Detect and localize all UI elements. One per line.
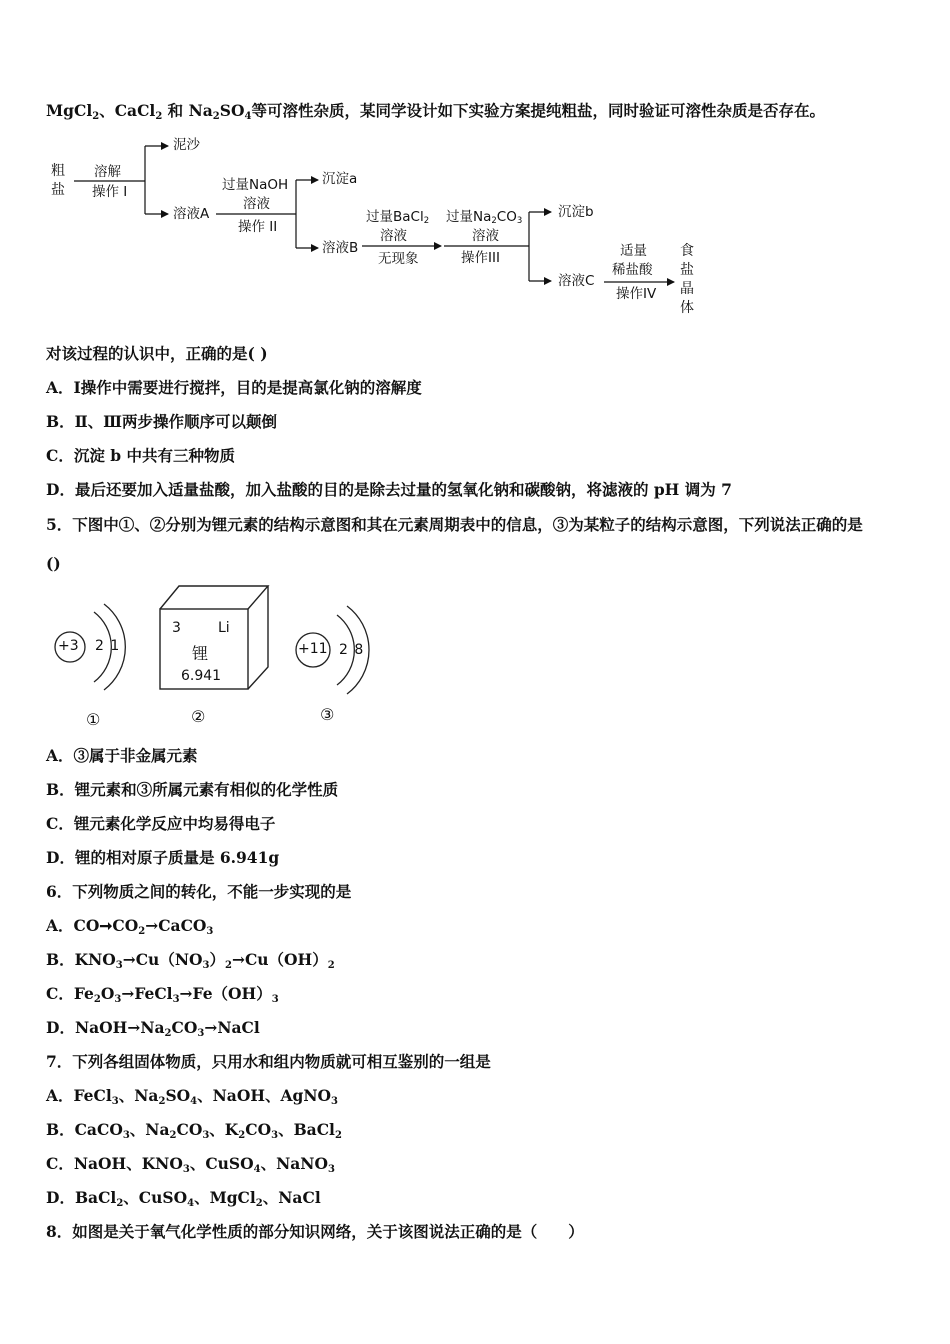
sand-label: 泥沙 [173,137,200,153]
atom1-label: ① [86,710,101,729]
atom3-label: ③ [320,705,335,724]
q5-stem: 5．下图中①、②分别为锂元素的结构示意图和其在元素周期表中的信息，③为某粒子的结构示意图，下列说法正确的是 [46,515,863,534]
q6-stem: 6．下列物质之间的转化，不能一步实现的是 [46,882,352,901]
q7-option-a: A．FeCl$_3$、$Na_2SO_4$、NaOH、AgNO$_3$ [46,1086,338,1107]
intro-text: MgCl$_2$、CaCl$_2$ 和 $Na_2SO_4$等可溶性杂质，某同学设计如下实验方案提纯粗盐，同时验证可溶性杂质是否存在。 [46,101,825,122]
op1-bottom-label: 操作 I [92,184,128,200]
q5-paren: () [46,554,61,573]
q7-option-d: D．BaCl$_2$、CuSO$_4$、MgCl$_2$、NaCl [46,1188,321,1209]
q5-option-b: B．锂元素和③所属元素有相似的化学性质 [46,780,339,799]
q7-option-b: B．CaCO$_3$、$Na_2CO_3$、$K_2CO_3$、BaCl$_2$ [46,1120,342,1141]
salt-crystal-label: 食 盐 晶 体 [680,243,694,316]
q6-option-d: D．$NaOH\to Na_2CO_3\to NaCl$ [46,1018,260,1039]
op2-bottom-label: 操作 II [238,219,278,235]
atom1-shells: 2 1 [95,638,121,654]
solB-label: 溶液B [322,240,359,256]
cell-number: 3 [172,620,181,636]
q4-option-b: B．Ⅱ、Ⅲ两步操作顺序可以颠倒 [46,412,278,431]
atom3-shells: 2 8 [339,642,365,658]
q6-option-b: B．$KNO_3\to Cu(NO_3)_2\to Cu(OH)_2$ [46,950,335,971]
q8-stem: 8．如图是关于氧气化学性质的部分知识网络，关于该图说法正确的是（ ） [46,1222,584,1241]
q6-option-c: C．$Fe_2O_3\to FeCl_3\to Fe(OH)_3$ [46,984,279,1005]
cell-mass: 6.941 [181,668,222,684]
op3-bottom-label: 操作III [461,250,500,266]
cell-name: 锂 [192,644,209,663]
q4-option-a: A．Ⅰ操作中需要进行搅拌，目的是提高氯化钠的溶解度 [46,378,422,397]
op2-solution-label: 溶液 [243,196,270,212]
cell-top [160,586,268,609]
atom1-nucleus: +3 [58,638,79,654]
q7-stem: 7．下列各组固体物质，只用水和组内物质就可相互鉴别的一组是 [46,1052,491,1071]
q7-option-c: C．NaOH、$KNO_3$、CuSO$_4$、NaNO$_3$ [46,1154,335,1175]
bacl2-solution-label: 溶液 [380,228,407,244]
q6-option-a: A．$CO➞CO_2\to CaCO_3$ [46,916,214,937]
q5-option-c: C．锂元素化学反应中均易得电子 [46,814,276,833]
op2-reagent-label: 过量NaOH [222,177,289,193]
cell-label: ② [191,707,206,726]
op3-reagent-label: 过量$Na_2CO_3$ [446,209,523,226]
solC-label: 溶液C [558,273,595,289]
bacl2-reagent-label: 过量BaCl$_2$ [366,209,430,226]
ppta-label: 沉淀a [322,171,358,187]
q4-option-d: D．最后还要加入适量盐酸，加入盐酸的目的是除去过量的氢氧化钠和碳酸钠，将滤液的 pH 调为 7 [46,480,732,499]
op4-reagent1-label: 适量 [620,243,647,259]
q4-option-c: C．沉淀 b 中共有三种物质 [46,446,235,465]
atom3-nucleus: +11 [298,641,328,657]
cell-side [248,586,268,689]
q5-option-a: A．③属于非金属元素 [46,746,198,765]
cell-symbol: Li [218,620,230,636]
op4-bottom-label: 操作IV [616,286,657,302]
op4-reagent2-label: 稀盐酸 [612,262,653,278]
op3-solution-label: 溶液 [472,228,499,244]
q5-option-d: D．锂的相对原子质量是 6.941g [46,848,280,867]
crude-salt-label: 粗 盐 [51,163,65,198]
op1-top-label: 溶解 [94,164,121,180]
pptb-label: 沉淀b [558,204,594,220]
q4-stem: 对该过程的认识中，正确的是( ) [46,344,268,363]
solA-label: 溶液A [173,206,210,222]
bacl2-bottom-label: 无现象 [378,251,419,267]
